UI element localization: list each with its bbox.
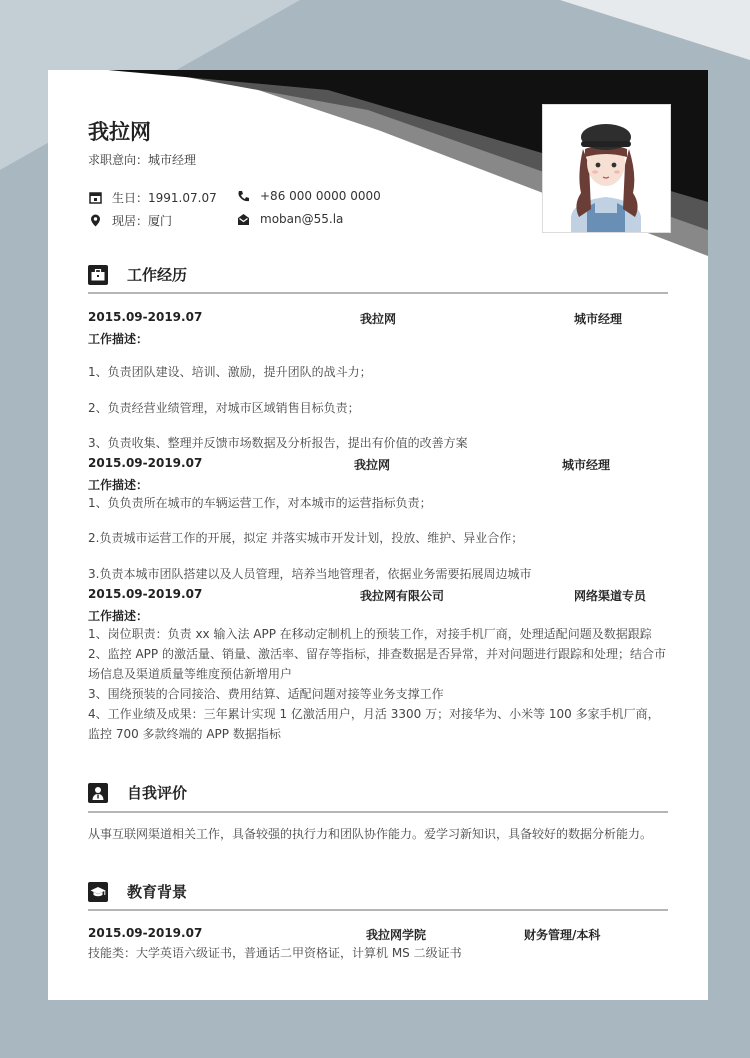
phone-icon: [236, 189, 250, 203]
work-section-header: [88, 264, 668, 285]
briefcase-icon: [88, 265, 108, 285]
work-entry-role: 城市经理: [574, 312, 623, 326]
candidate-name: 我拉网: [88, 120, 151, 144]
self-section-header: [88, 782, 668, 803]
edu-period: 2015.09-2019.07: [88, 926, 203, 940]
work-entry-period: 2015.09-2019.07: [88, 456, 203, 470]
email-text: moban@55.la: [260, 212, 344, 226]
work-desc-label: 工作描述：: [88, 478, 149, 492]
profile-photo: [542, 104, 671, 233]
work-entry-1-line-3: 3、负责收集、整理并反馈市场数据及分析报告，提出有价值的改善方案: [88, 436, 468, 450]
edu-school: 我拉网学院: [366, 928, 427, 942]
work-section-title: 工作经历: [127, 266, 188, 284]
residence-text: 现居：厦门: [112, 214, 173, 228]
work-entry-3-line-2: 2、监控 APP 的激活量、销量、激活率、留存等指标，排查数据是否异常，并对问题进行跟踪和处理；结合市场信息及渠道质量等维度预估新增用户: [88, 647, 666, 681]
work-desc-label: 工作描述：: [88, 332, 149, 346]
location-pin-icon: [88, 214, 102, 228]
phone-info: [236, 189, 381, 203]
work-entry-2-line-1: 1、负负责所在城市的车辆运营工作，对本城市的运营指标负责；: [88, 496, 432, 510]
work-entry-company: 我拉网有限公司: [360, 589, 445, 603]
work-desc-label: 工作描述：: [88, 609, 149, 623]
work-entry-role: 网络渠道专员: [574, 589, 647, 603]
work-entry-company: 我拉网: [360, 312, 397, 326]
edu-divider: [88, 909, 668, 911]
work-entry-3-line-3: 3、围绕预装的合同接洽、费用结算、适配问题对接等业务支撑工作: [88, 687, 444, 701]
edu-skills-text: 技能类：大学英语六级证书，普通话二甲资格证，计算机 MS 二级证书: [88, 946, 462, 960]
edu-section-title: 教育背景: [127, 883, 188, 901]
residence-info: [88, 212, 172, 229]
phone-text: +86 000 0000 0000: [260, 189, 381, 203]
birthday-text: 生日：1991.07.07: [112, 191, 217, 205]
work-entry-3-line-4: 4、工作业绩及成果：三年累计实现 1 亿激活用户，月活 3300 万；对接华为、小米等 100 多家手机厂商，监控 700 多款终端的 APP 数据指标: [88, 707, 660, 741]
work-entry-2-line-2: 2.负责城市运营工作的开展，拟定 并落实城市开发计划，投放、维护、异业合作；: [88, 531, 524, 545]
self-divider: [88, 811, 668, 813]
work-entry-1-line-2: 2、负责经营业绩管理，对城市区域销售目标负责；: [88, 401, 360, 415]
work-entry-1-line-1: 1、负责团队建设、培训、激励，提升团队的战斗力；: [88, 365, 372, 379]
mail-icon: [236, 212, 250, 226]
edu-section-header: [88, 881, 668, 902]
person-icon: [88, 783, 108, 803]
work-entry-company: 我拉网: [354, 458, 391, 472]
work-entry-2-line-3: 3.负责本城市团队搭建以及人员管理，培养当地管理者，依据业务需要拓展周边城市: [88, 567, 532, 581]
birthday-info: [88, 189, 217, 206]
work-entry-period: 2015.09-2019.07: [88, 310, 203, 324]
calendar-icon: [88, 191, 102, 205]
self-evaluation-text: 从事互联网渠道相关工作，具备较强的执行力和团队协作能力。爱学习新知识，具备较好的数据分析能力。: [88, 827, 653, 841]
work-divider: [88, 292, 668, 294]
self-section-title: 自我评价: [127, 784, 188, 802]
graduation-cap-icon: [88, 882, 108, 902]
work-entry-role: 城市经理: [562, 458, 611, 472]
resume-page: [48, 70, 708, 1000]
work-entry-period: 2015.09-2019.07: [88, 587, 203, 601]
edu-major: 财务管理/本科: [524, 928, 601, 942]
job-intent: 求职意向：城市经理: [88, 153, 197, 167]
work-entry-3-line-1: 1、岗位职责：负责 xx 输入法 APP 在移动定制机上的预装工作，对接手机厂商，处理适配问题及数据跟踪: [88, 627, 652, 641]
email-info: [236, 212, 343, 226]
